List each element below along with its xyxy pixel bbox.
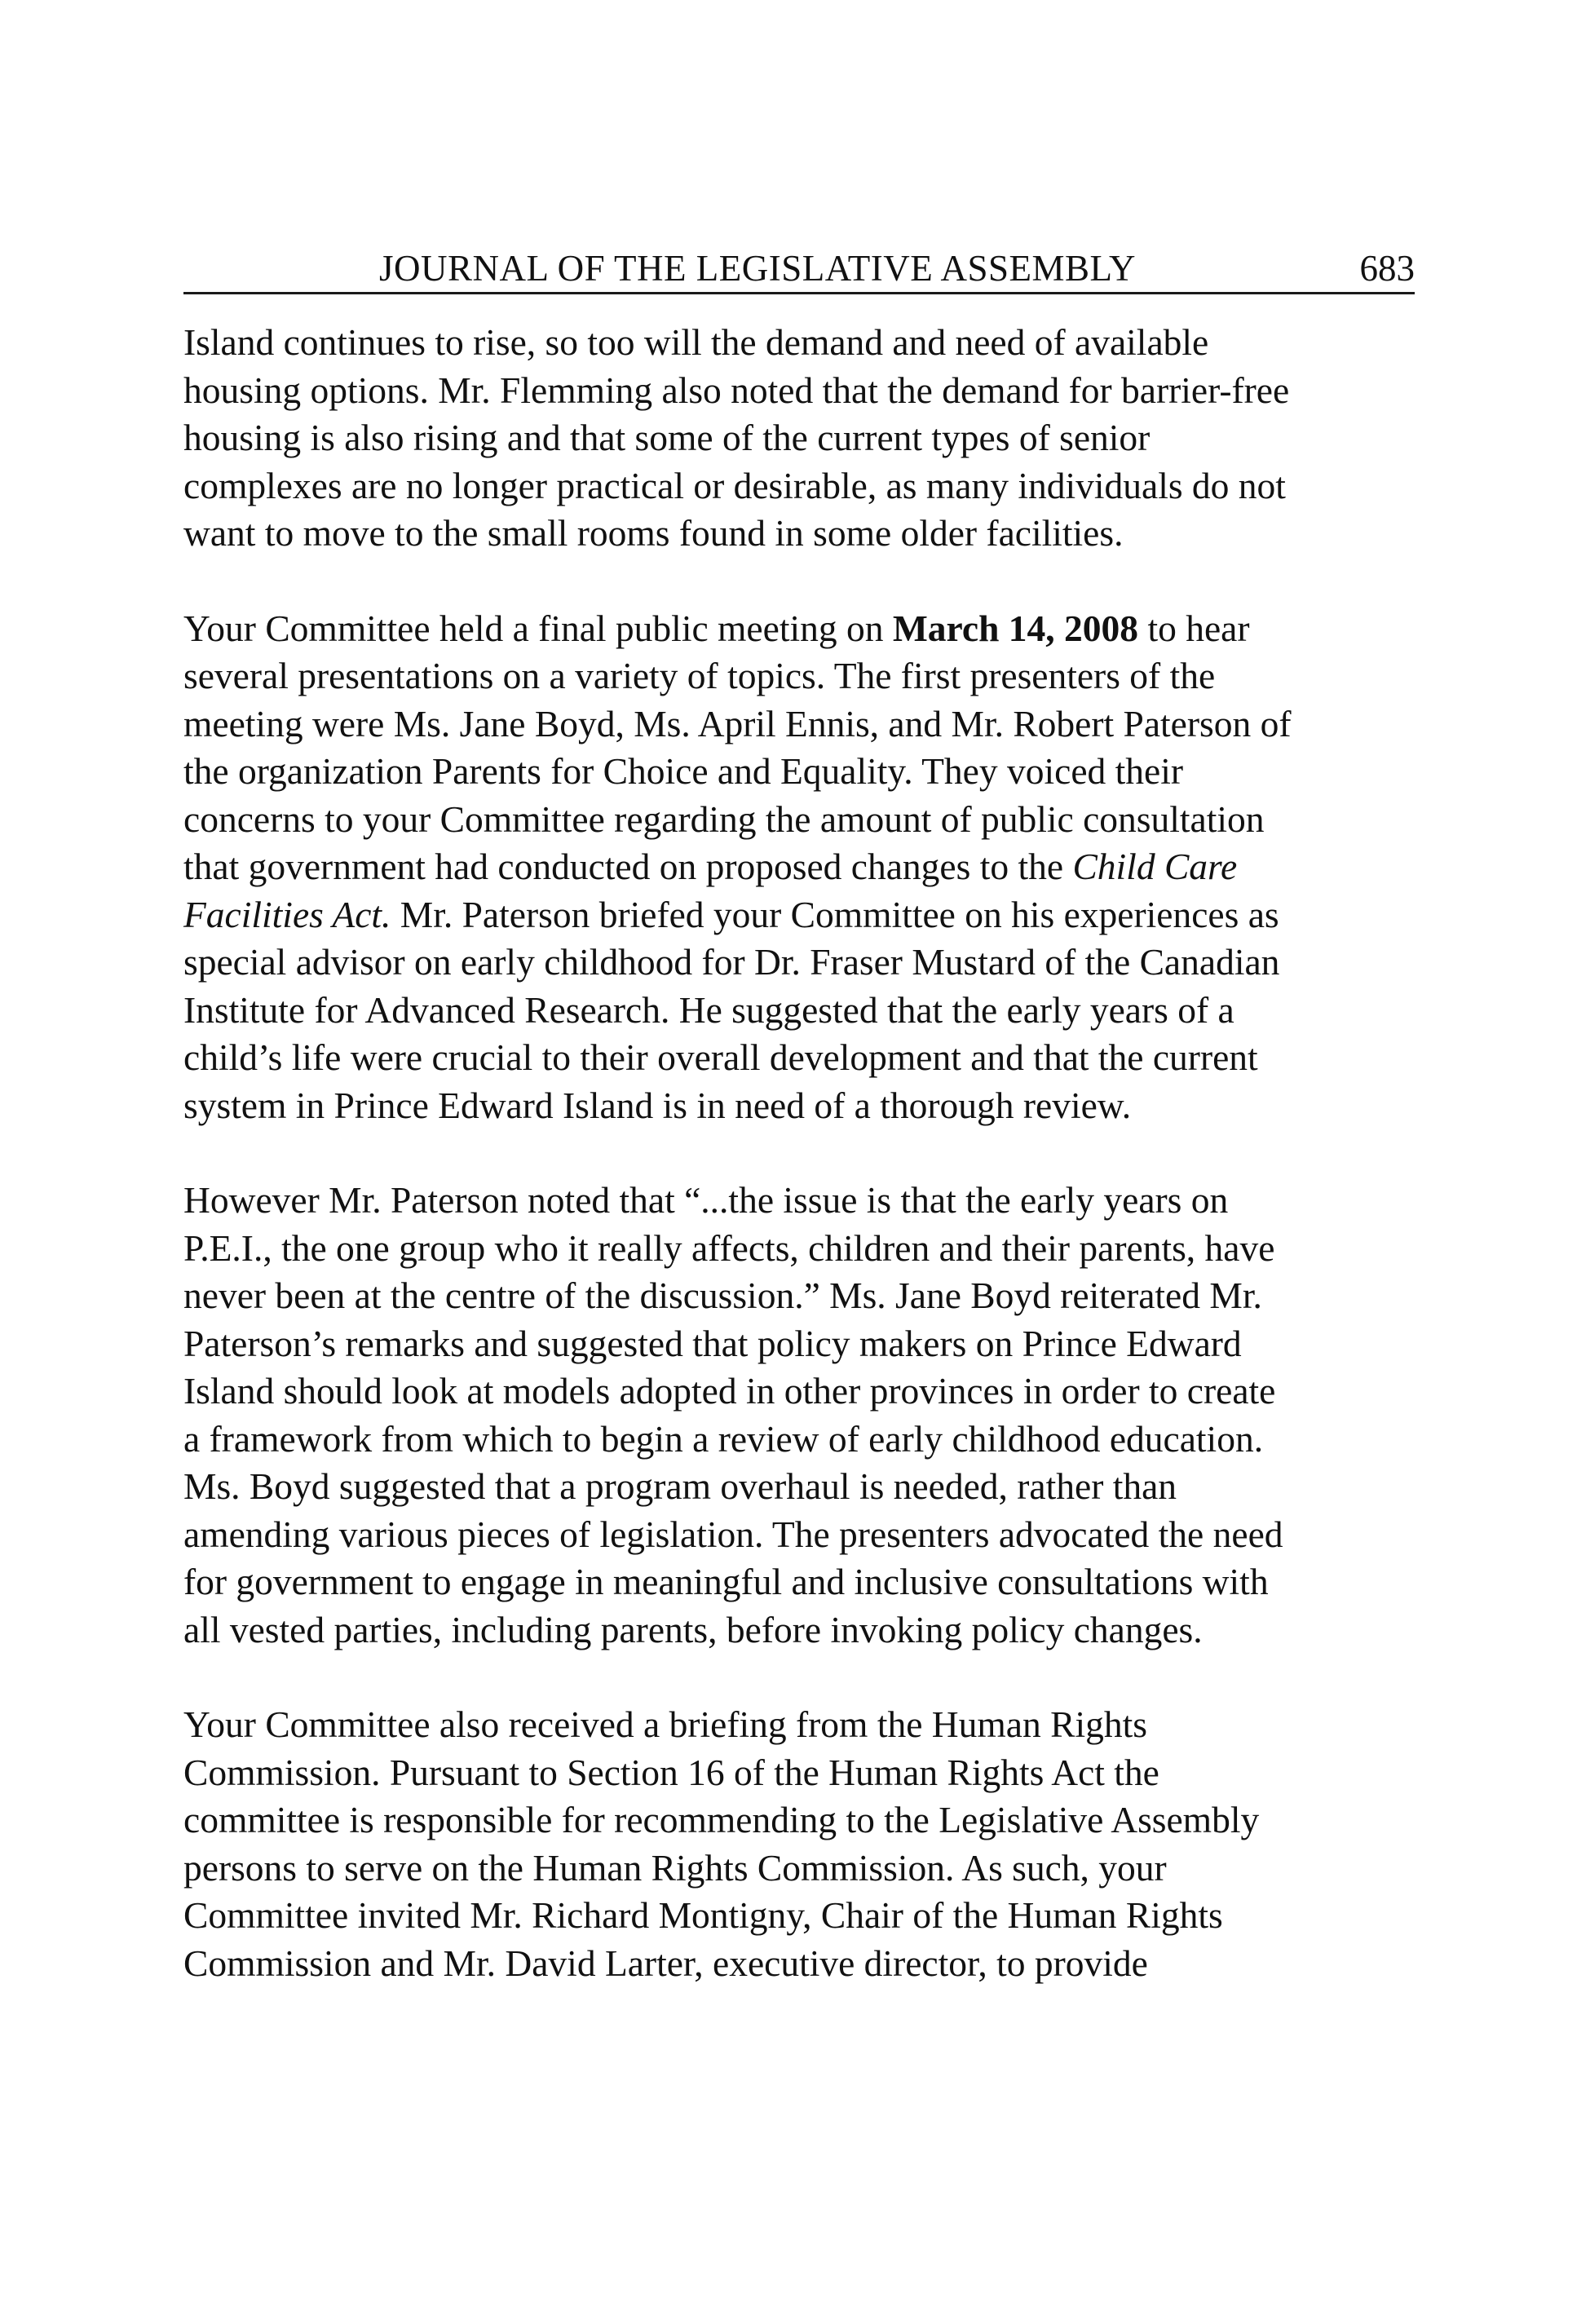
- text-run: to hear: [1138, 607, 1250, 649]
- text-line: Island should look at models adopted in other provinces in order to create: [183, 1370, 1276, 1412]
- text-line: special advisor on early childhood for Dr. Fraser Mustard of the Canadian: [183, 941, 1280, 983]
- text-line: housing options. Mr. Flemming also noted that the demand for barrier-free: [183, 369, 1290, 411]
- text-line: [183, 891, 1415, 939]
- text-line: Ms. Boyd suggested that a program overhaul is needed, rather than: [183, 1465, 1177, 1507]
- text-line: want to move to the small rooms found in some older facilities.: [183, 512, 1124, 554]
- paragraph-final-meeting: [183, 605, 1415, 1130]
- journal-title: JOURNAL OF THE LEGISLATIVE ASSEMBLY: [379, 248, 1137, 289]
- text-line: Commission. Pursuant to Section 16 of the Human Rights Act the: [183, 1751, 1159, 1793]
- text-run: that government had conducted on proposed changes to the: [183, 846, 1073, 887]
- meeting-date: March 14, 2008: [892, 607, 1139, 649]
- text-line: meeting were Ms. Jane Boyd, Ms. April Ennis, and Mr. Robert Paterson of: [183, 702, 1292, 744]
- paragraph-human-rights: [183, 1701, 1415, 1987]
- text-run: Mr. Paterson briefed your Committee on his experiences as: [391, 893, 1279, 935]
- text-line: system in Prince Edward Island is in need of a thorough review.: [183, 1084, 1132, 1126]
- text-line: complexes are no longer practical or desirable, as many individuals do not: [183, 464, 1286, 506]
- running-header: [183, 245, 1415, 294]
- text-line: However Mr. Paterson noted that “...the issue is that the early years on: [183, 1179, 1229, 1221]
- text-line: the organization Parents for Choice and Equality. They voiced their: [183, 750, 1184, 792]
- text-line: P.E.I., the one group who it really affects, children and their parents, have: [183, 1226, 1275, 1269]
- text-line: concerns to your Committee regarding the amount of public consultation: [183, 797, 1265, 840]
- body-text: [183, 319, 1415, 1987]
- text-line: [183, 605, 1415, 653]
- text-line: Commission and Mr. David Larter, executive director, to provide: [183, 1942, 1148, 1984]
- text-line: persons to serve on the Human Rights Commission. As such, your: [183, 1846, 1167, 1889]
- text-line: Your Committee also received a briefing from the Human Rights: [183, 1703, 1147, 1745]
- journal-page: [183, 245, 1415, 2035]
- paragraph-paterson: [183, 1177, 1415, 1654]
- text-line: several presentations on a variety of topics. The first presenters of the: [183, 655, 1216, 696]
- text-line: [183, 843, 1415, 891]
- act-title: Facilities Act.: [183, 893, 391, 935]
- text-line: housing is also rising and that some of the current types of senior: [183, 417, 1151, 458]
- act-title: Child Care: [1072, 846, 1238, 887]
- text-run: Your Committee held a final public meeting on: [183, 607, 893, 649]
- paragraph-housing: [183, 319, 1415, 558]
- text-line: never been at the centre of the discussion.” Ms. Jane Boyd reiterated Mr.: [183, 1275, 1262, 1316]
- text-line: all vested parties, including parents, before invoking policy changes.: [183, 1608, 1203, 1650]
- text-line: amending various pieces of legislation. The presenters advocated the need: [183, 1513, 1283, 1555]
- text-line: for government to engage in meaningful and inclusive consultations with: [183, 1561, 1269, 1602]
- text-line: Committee invited Mr. Richard Montigny, Chair of the Human Rights: [183, 1894, 1223, 1936]
- text-line: Paterson’s remarks and suggested that policy makers on Prince Edward: [183, 1322, 1242, 1364]
- text-line: child’s life were crucial to their overall development and that the current: [183, 1036, 1258, 1078]
- text-line: Institute for Advanced Research. He suggested that the early years of a: [183, 988, 1234, 1031]
- text-line: a framework from which to begin a review of early childhood education.: [183, 1417, 1264, 1460]
- page-number: 683: [1359, 248, 1415, 289]
- text-line: Island continues to rise, so too will the demand and need of available: [183, 321, 1209, 363]
- text-line: committee is responsible for recommending to the Legislative Assembly: [183, 1799, 1260, 1840]
